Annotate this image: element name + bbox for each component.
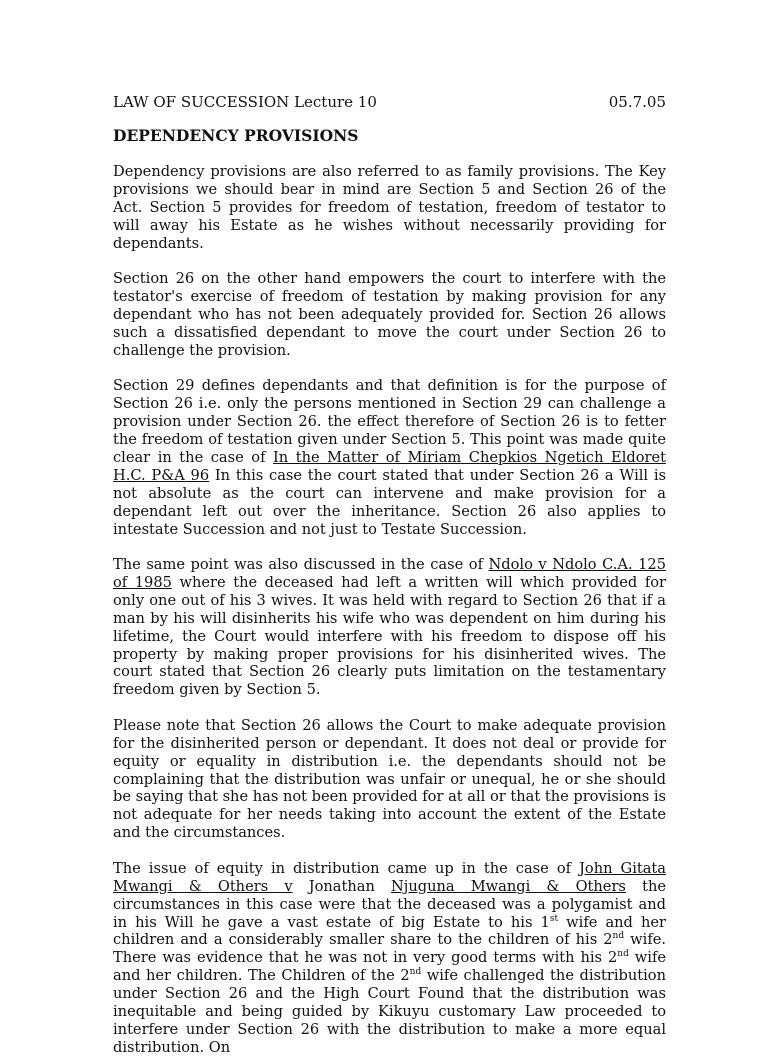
lecture-date: 05.7.05 (608, 93, 666, 111)
case-citation-miriam-chepkios: In the Matter of Miriam Chepkios Ngetich Eldoret H.C. P&A 96 (113, 448, 666, 484)
paragraph-6-text-f: wife challenged the distribution under Section 26 and the High Court Found that the distribution was inequitable and being guided by Kikuyu customary Law proceeded to interfere under Section 26 with the distribution to make a more equal distribution. On (113, 967, 666, 1056)
section-heading: DEPENDENCY PROVISIONS (113, 126, 359, 145)
paragraph-3 (113, 377, 666, 538)
paragraph-4 (113, 556, 666, 699)
ordinal-suffix: st (549, 913, 559, 924)
case-citation-john-gitata-mwangi: John Gitata Mwangi & Others v (113, 859, 666, 895)
ordinal-suffix: nd (409, 967, 422, 978)
paragraph-3-text-b: In this case the court stated that under Section 26 a Will is not absolute as the court can intervene and make provision for a dependant left out over the inheritance. Section 26 also applies to intestate Succession and not just to Testate Succession. (113, 466, 666, 538)
paragraph-6-text-mid: Jonathan (292, 877, 392, 895)
document-header (113, 92, 666, 112)
case-citation-ndolo: Ndolo v Ndolo C.A. 125 of 1985 (113, 556, 667, 591)
paragraph-6-text-c: wife and her children and a considerably smaller share to the children of his 2 (113, 913, 666, 949)
paragraph-4-text-b: where the deceased had left a written will which provided for only one out of his 3 wives. It was held with regard to Section 26 that if a man by his will disinherits his wife who was dependent on him during his lifetime, the Court would interfere with his freedom to dispose off his property by making proper provisions for his disinherited wives. The court stated that Section 26 clearly puts limitation on the testamentary freedom given by Section 5. (113, 573, 666, 699)
course-lecture-title: LAW OF SUCCESSION Lecture 10 (113, 93, 377, 111)
paragraph-6 (113, 860, 666, 1057)
case-citation-njuguna-mwangi: Njuguna Mwangi & Others (391, 877, 626, 895)
paragraph-6-text-a: The issue of equity in distribution came up in the case of (113, 859, 580, 877)
paragraph-1: Dependency provisions are also referred to as family provisions. The Key provisions we should bear in mind are Section 5 and Section 26 of the Act. Section 5 provides for freedom of testation, freedom of testator to will away his Estate as he wishes without necessarily providing for dependants. (113, 163, 666, 252)
paragraph-5: Please note that Section 26 allows the Court to make adequate provision for the disinherited person or dependant. It does not deal or provide for equity or equality in distribution i.e. the dependants should not be complaining that the distribution was unfair or unequal, he or she should be saying that she has not been provided for at all or that the provisions is not adequate for her needs taking into account the extent of the Estate and the circumstances. (113, 716, 667, 842)
paragraph-3-text-a: Section 29 defines dependants and that definition is for the purpose of Section 26 i.e. only the persons mentioned in Section 29 can challenge a provision under Section 26. the effect therefore of Section 26 is to fetter the freedom of testation given under Section 5. This point was made quite clear in the case of (113, 377, 666, 466)
paragraph-6-text-d: wife. There was evidence that he was not in very good terms with his 2 (113, 931, 666, 967)
ordinal-suffix: nd (617, 949, 629, 960)
ordinal-suffix: nd (612, 931, 625, 942)
paragraph-4-text-a: The same point was also discussed in the case of (113, 556, 489, 573)
paragraph-2: Section 26 on the other hand empowers the court to interfere with the testator's exercise of freedom of testation by making provision for any dependant who has not been adequately provided for. Section 26 allows such a dissatisfied dependant to move the court under Section 26 to challenge the provision. (113, 270, 666, 359)
paragraph-6-text-b: the circumstances in this case were that the deceased was a polygamist and in his Will he gave a vast estate of big Estate to his 1 (113, 877, 666, 931)
paragraph-6-text-e: wife and her children. The Children of the 2 (113, 949, 666, 985)
